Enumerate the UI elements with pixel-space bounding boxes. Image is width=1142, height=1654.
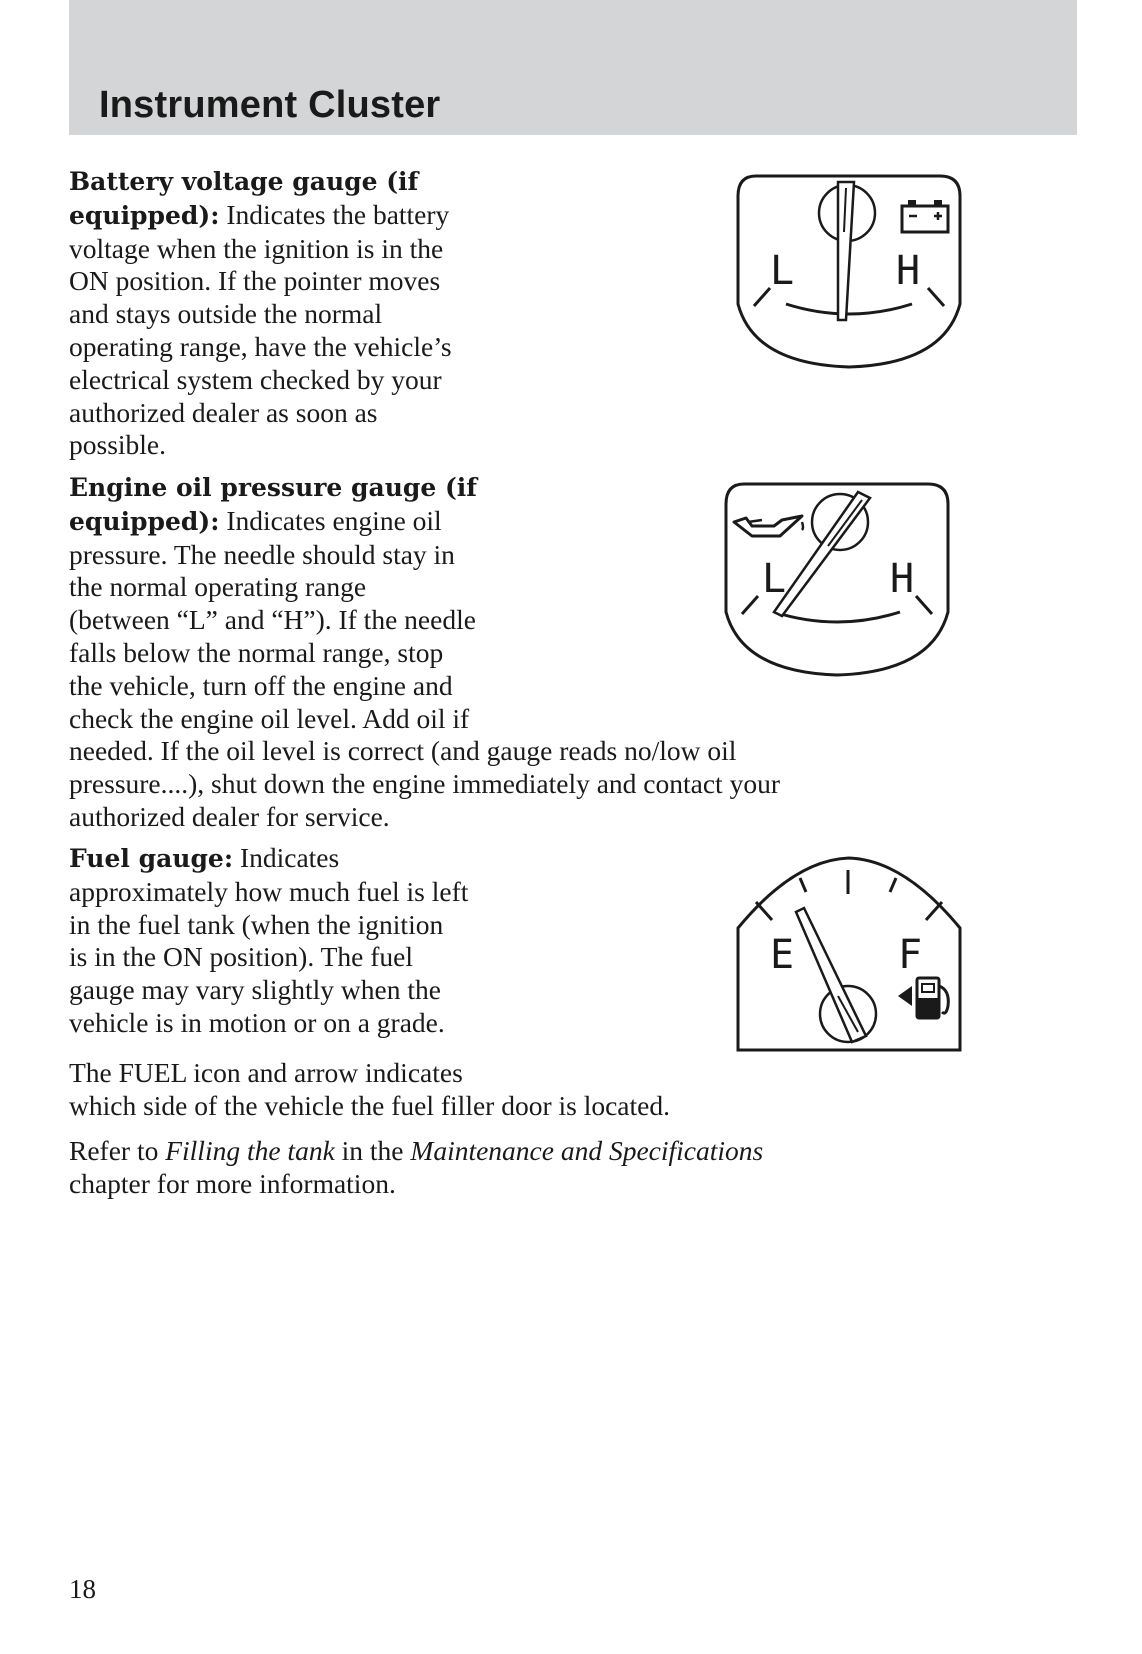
oil-high-label: H [889,556,915,602]
fuel-gauge-heading: Fuel gauge: [69,844,234,873]
refer-middle: in the [334,1135,411,1166]
refer-prefix: Refer to [69,1135,166,1166]
page-header [69,0,1077,135]
fuel-gauge-paragraph [69,842,468,1040]
fuel-full-label: F [897,932,923,978]
oil-pressure-heading: Engine oil pressure gauge (if equipped): [69,473,478,536]
battery-gauge-illustration [734,174,964,370]
oil-pressure-gauge-figure [722,482,952,678]
oil-low-label: L [761,556,787,602]
oil-pressure-body: Indicates engine oil pressure. The needle should stay in the normal operating range (between “L” and “H”). If the needle falls below the normal range, stop the vehicle, turn off the engine and check the engine oil level. Add oil if needed. If the oil level is correct (and gauge reads no/low oil pressure....), shut down the engine immediately and contact your authorized dealer for service. [69,504,780,832]
oil-pressure-gauge-illustration [722,482,952,678]
refer-paragraph [69,1135,763,1201]
maintenance-specifications-reference: Maintenance and Specifications [410,1135,764,1166]
fuel-pump-icon [898,978,948,1018]
battery-gauge-figure [734,174,964,370]
fuel-door-arrow-icon [898,986,912,1006]
fuel-gauge-figure [734,856,964,1052]
battery-gauge-paragraph [69,165,452,462]
battery-gauge-body: Indicates the battery voltage when the ignition is in the ON position. If the pointer moves and stays outside the normal operating range, have the vehicle’s electrical system checked by your authorized dealer as soon as possible. [69,198,452,461]
oil-can-icon [734,516,803,536]
fuel-empty-label: E [769,932,795,978]
fuel-gauge-illustration [734,856,964,1052]
filling-the-tank-reference: Filling the tank [165,1135,335,1166]
battery-high-label: H [895,248,921,294]
fuel-gauge-body: Indicates approximately how much fuel is left in the fuel tank (when the ignition is in the ON position). The fuel gauge may vary slightly when the vehicle is in motion or on a grade. [69,842,469,1038]
fuel-needle [796,908,866,1042]
fuel-icon-note: The FUEL icon and arrow indicates which side of the vehicle the fuel filler door is located. [69,1057,670,1121]
page-title: Instrument Cluster [99,84,441,126]
oil-pressure-paragraph [69,471,780,834]
battery-icon [902,200,948,232]
page-number: 18 [69,1574,96,1604]
battery-low-label: L [769,248,795,294]
refer-suffix: chapter for more information. [69,1167,396,1199]
battery-gauge-heading: Battery voltage gauge (if equipped): [69,167,419,230]
oil-needle [774,492,870,616]
